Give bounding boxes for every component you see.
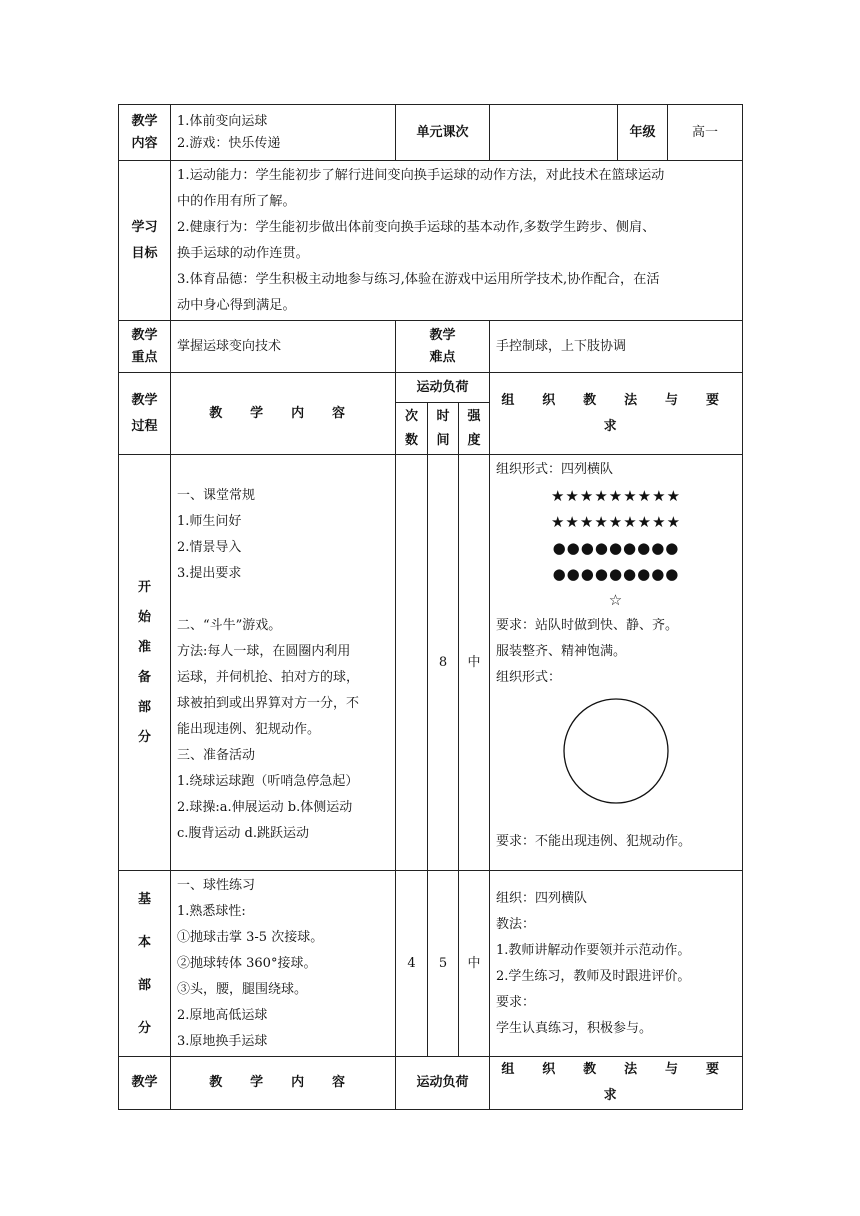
basic-time: 5 bbox=[428, 871, 459, 1057]
header-time: 时 间 bbox=[428, 403, 459, 455]
content-line: 2.原地高低运球 bbox=[177, 1007, 268, 1023]
section-char: 开 bbox=[137, 579, 151, 595]
teaching-content-cell bbox=[171, 105, 396, 161]
footer-method-header: 组 织 教 法 与 要 求 bbox=[490, 1057, 743, 1110]
basic-count: 4 bbox=[396, 871, 428, 1057]
method-line: 组织：四列横队 bbox=[496, 890, 588, 906]
header-exercise-load: 运动负荷 bbox=[396, 373, 490, 403]
content-line: 2.情景导入 bbox=[177, 540, 242, 555]
content-line bbox=[177, 587, 389, 613]
goal-line: 3.体育品德：学生积极主动地参与练习,体验在游戏中运用所学技术,协作配合，在活 bbox=[177, 271, 660, 287]
method-line: 2.学生练习，教师及时跟进评价。 bbox=[496, 968, 691, 984]
footer-load-header: 运动负荷 bbox=[396, 1057, 490, 1110]
method-line: 组织形式：四列横队 bbox=[496, 462, 614, 477]
row-footer-header bbox=[119, 1057, 743, 1110]
content-line: 1.师生问好 bbox=[177, 514, 242, 529]
section-char: 部 bbox=[137, 977, 151, 993]
header-teaching-content: 教 学 内 容 bbox=[171, 373, 396, 455]
content-line: 2.球操:a.伸展运动 b.体侧运动 bbox=[177, 800, 353, 815]
label-teaching-content: 教学 内容 bbox=[119, 105, 171, 161]
goal-line: 2.健康行为：学生能初步做出体前变向换手运球的基本动作,多数学生跨步、侧肩、 bbox=[177, 219, 656, 235]
section-char: 备 bbox=[137, 669, 151, 685]
content-line: 一、课堂常规 bbox=[177, 488, 256, 503]
content-line: 二、“斗牛”游戏。 bbox=[177, 618, 282, 633]
method-line: 要求：不能出现违例、犯规动作。 bbox=[496, 834, 692, 849]
key-point-value: 掌握运球变向技术 bbox=[171, 321, 396, 373]
label-teaching-process: 教学 过程 bbox=[119, 373, 171, 455]
formation-row-dots: ●●●●●●●●● bbox=[552, 565, 680, 583]
content-line: 三、准备活动 bbox=[177, 748, 256, 763]
start-count bbox=[396, 455, 428, 871]
start-content-cell bbox=[171, 455, 396, 871]
section-char: 始 bbox=[137, 609, 151, 625]
content-line: ②抛球转体 360°接球。 bbox=[177, 955, 317, 971]
formation-row-dots: ●●●●●●●●● bbox=[552, 539, 680, 557]
start-time: 8 bbox=[428, 455, 459, 871]
content-line: 3.提出要求 bbox=[177, 566, 242, 581]
section-char: 基 bbox=[137, 891, 151, 907]
lesson-plan-table bbox=[118, 104, 743, 1110]
teacher-star-icon: ☆ bbox=[608, 591, 624, 609]
formation-diagram bbox=[496, 483, 736, 613]
content-line: ③头，腰，腿围绕球。 bbox=[177, 981, 308, 997]
row-basic-section bbox=[119, 871, 743, 1057]
unit-lesson-value bbox=[490, 105, 618, 161]
goal-line: 动中身心得到满足。 bbox=[177, 297, 296, 313]
label-grade: 年级 bbox=[618, 105, 668, 161]
content-line bbox=[177, 457, 389, 483]
content-line: 球被拍到或出界算对方一分，不 bbox=[177, 696, 360, 711]
content-line: 3.原地换手运球 bbox=[177, 1033, 268, 1049]
header-count: 次 数 bbox=[396, 403, 428, 455]
row-start-section bbox=[119, 455, 743, 871]
basic-intensity: 中 bbox=[459, 871, 490, 1057]
footer-content-header: 教 学 内 容 bbox=[171, 1057, 396, 1110]
content-line: 1.绕球运球跑（听哨急停急起） bbox=[177, 774, 359, 789]
label-start-section bbox=[119, 455, 171, 871]
section-char: 本 bbox=[137, 934, 151, 950]
method-line: 1.教师讲解动作要领并示范动作。 bbox=[496, 942, 691, 958]
start-method-cell bbox=[490, 455, 743, 871]
content-line: 1.熟悉球性: bbox=[177, 903, 246, 919]
section-char: 分 bbox=[137, 1020, 151, 1036]
row-process-header bbox=[119, 373, 743, 403]
content-line: 能出现违例、犯规动作。 bbox=[177, 722, 321, 737]
method-line: 组织形式： bbox=[496, 670, 562, 685]
method-line: 教法： bbox=[496, 916, 536, 932]
learning-goals-cell bbox=[171, 161, 743, 321]
formation-row-stars: ★★★★★★★★★ bbox=[550, 513, 682, 531]
label-difficulty: 教学 难点 bbox=[396, 321, 490, 373]
difficulty-value: 手控制球，上下肢协调 bbox=[490, 321, 743, 373]
row-teaching-content bbox=[119, 105, 743, 161]
basic-content-cell bbox=[171, 871, 396, 1057]
method-line: 服装整齐、精神饱满。 bbox=[496, 644, 627, 659]
method-line: 学生认真练习，积极参与。 bbox=[496, 1020, 653, 1036]
method-line: 要求：站队时做到快、静、齐。 bbox=[496, 618, 679, 633]
section-char: 准 bbox=[137, 639, 151, 655]
row-key-points bbox=[119, 321, 743, 373]
content-line: 1.体前变向运球 bbox=[177, 113, 268, 129]
method-line: 要求： bbox=[496, 994, 536, 1010]
goal-line: 中的作用有所了解。 bbox=[177, 193, 296, 209]
content-line: 2.游戏：快乐传递 bbox=[177, 135, 281, 151]
circle-diagram bbox=[496, 691, 736, 821]
row-learning-goals bbox=[119, 161, 743, 321]
formation-row-stars: ★★★★★★★★★ bbox=[550, 487, 682, 505]
label-unit-lesson: 单元课次 bbox=[396, 105, 490, 161]
content-line: 一、球性练习 bbox=[177, 877, 256, 893]
label-key-points: 教学 重点 bbox=[119, 321, 171, 373]
content-line: c.腹背运动 d.跳跃运动 bbox=[177, 826, 309, 841]
basic-method-cell bbox=[490, 871, 743, 1057]
start-intensity: 中 bbox=[459, 455, 490, 871]
label-basic-section bbox=[119, 871, 171, 1057]
circle-icon bbox=[562, 697, 670, 805]
goal-line: 换手运球的动作连贯。 bbox=[177, 245, 309, 261]
goal-line: 1.运动能力：学生能初步了解行进间变向换手运球的动作方法，对此技术在篮球运动 bbox=[177, 167, 665, 183]
section-char: 部 bbox=[137, 699, 151, 715]
section-char: 分 bbox=[137, 729, 151, 745]
header-intensity: 强 度 bbox=[459, 403, 490, 455]
grade-value: 高一 bbox=[668, 105, 743, 161]
content-line: 运球，并伺机抢、拍对方的球， bbox=[177, 670, 360, 685]
label-learning-goals: 学习 目标 bbox=[119, 161, 171, 321]
content-line: ①抛球击掌 3-5 次接球。 bbox=[177, 929, 324, 945]
content-line: 方法:每人一球，在圆圈内利用 bbox=[177, 644, 351, 659]
label-footer: 教学 bbox=[119, 1057, 171, 1110]
header-organization-method: 组 织 教 法 与 要 求 bbox=[490, 373, 743, 455]
